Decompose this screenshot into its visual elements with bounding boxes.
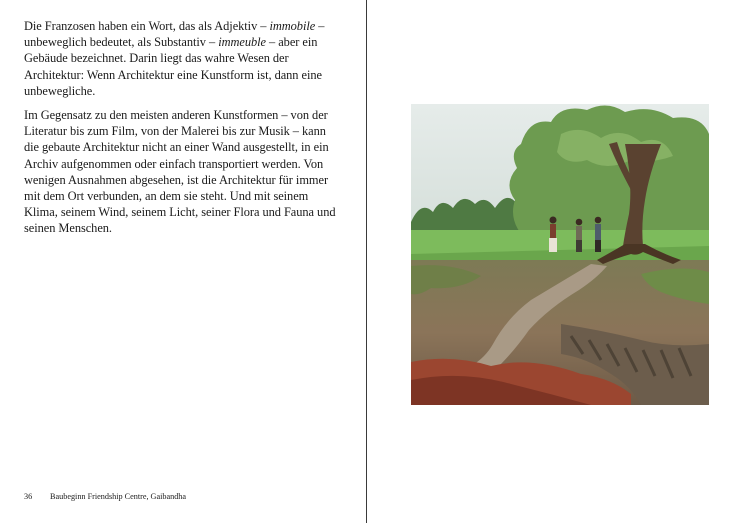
paragraph [24, 107, 342, 237]
page-number: 36 [24, 492, 33, 501]
text-segment: – unbeweglich bedeutet, als Substantiv – [24, 19, 325, 50]
text-segment: Die Franzosen haben ein Wort, das als Adjektiv – [24, 19, 270, 33]
site-photo [411, 104, 709, 405]
italic-term: immobile [269, 19, 316, 33]
site-photo-illustration [411, 104, 709, 405]
italic-term: immeuble [218, 35, 266, 50]
text-segment: – aber ein Gebäude bezeichnet. Darin liegt das wahre Wesen der Architektur: Wenn Architektur eine Kunstform ist, dann eine unbewegliche. [24, 35, 322, 98]
footer-caption: Baubeginn Friendship Centre, Gaibandha [50, 492, 187, 501]
right-page [367, 0, 731, 523]
tree-canopy [509, 105, 709, 244]
page-footer [24, 492, 186, 502]
body-text [24, 18, 342, 245]
paragraph [24, 18, 342, 99]
text-segment: Im Gegensatz zu den meisten anderen Kunstformen – von der Literatur bis zum Film, von der Malerei bis zur Musik – kann die gebaute Architektur nicht an einer Wand ausgestellt, in ein Archiv aufgenommen oder einfach transportiert werden. Von wenigen Ausnahmen abgesehen, ist die Architektur für immer mit dem Ort verbunden, an dem sie steht. Und mit seinem Klima, seinem Wind, seinem Licht, seiner Flora und Fauna und seinen Menschen. [24, 108, 336, 236]
